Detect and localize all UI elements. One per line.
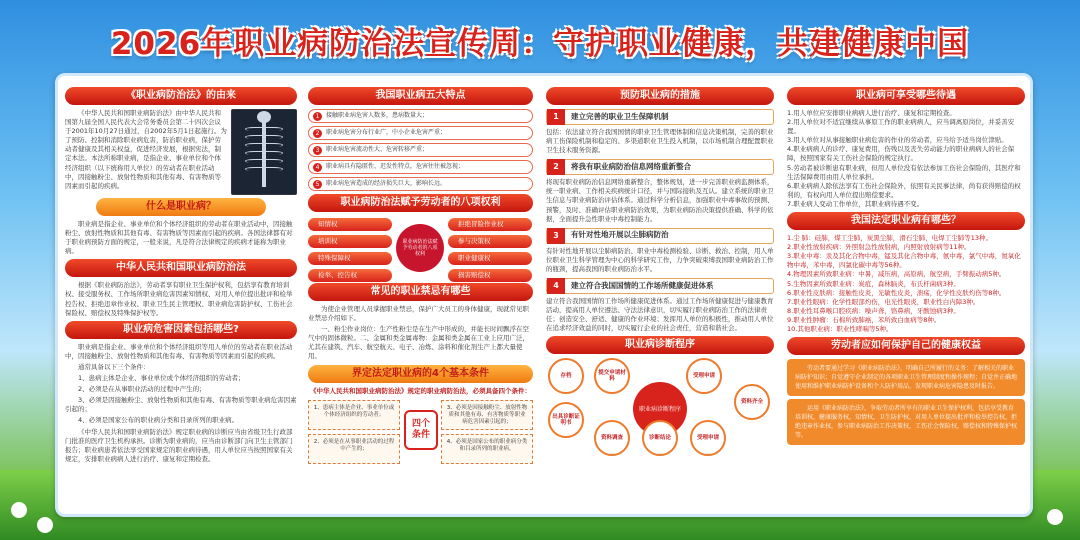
right-pill: 知情权 [308,218,392,231]
condition-box: 1、患病主体是企业、事业单位或个体经济组织的劳动者； [308,400,400,430]
legal-disease-item: 5.生物因素所致职业病：炭疽，森林脑炎，布氏杆菌病3种。 [787,279,960,288]
section-heading: 我国法定职业病有哪些？ [787,212,1025,230]
legal-disease-item: 6.职业性皮肤病：接触性皮炎，光敏性皮炎，溃疡，化学性皮肤灼伤等8种。 [787,288,1006,297]
legal-disease-item: 9.职业性肿瘤：石棉所致肺癌，苯所致白血病等8种。 [787,315,941,324]
right-pill: 参与决策权 [448,235,532,248]
daisy-decoration [14,505,24,515]
taboo-text: 一、粉尘作业岗位：生产性粉尘是在生产中形成的，并能长时间飘浮在空气中的固体微粒。二、金属和类金属毒物：金属和类金属在工业上应用广泛，尤其在建筑、汽车、航空航天、电子、冶炼、涂料和催化剂生产上都大量使用。 [308,325,529,361]
feature-item: 1 接触职业病危害人数多，患病数量大； [308,109,533,123]
benefit-item: 1.用人单位应安排职业病病人进行治疗、康复和定期检查。 [787,109,956,117]
measure-text: 将现有职业病防治信息网络重新整合，整体规划，进一步完善职业病监测体系，统一职业病、工作相关疾病统计口径，并与国际接轨及互认。建立系统的职业卫生信息与职业病防治评估体系。通过科学分析信息，加强职业中毒事故的预测、预警，及时、准确评估职业病防治效果，为职业病防治决策提供准确、科学的依据，全面提升急性职业中毒控制能力。 [546,178,774,223]
section-heading: 《职业病防治法》的由来 [65,87,297,105]
eight-rights-diagram [308,216,533,280]
benefit-item: 5.劳动者被诊断患有职业病，但用人单位没有依法参加工伤社会保险的，其医疗和生活保障费用由用人单位承担。 [787,163,1021,181]
feature-item: 3 职业病危害流动性大、危害转移严重； [308,143,533,157]
section-heading: 职业病诊断程序 [546,336,774,354]
law-reference: 《中华人民共和国职业病防治法》规定的职业病防治法，必须具备四个条件： [310,386,531,395]
benefit-item: 6.职业病病人除依法享有工伤社会保险外，依照有关民事法律，尚有获得赔偿的权利的，有权向用人单位提出赔偿要求。 [787,181,1021,199]
legal-disease-item: 7.职业性眼病：化学性眼部灼伤，电光性眼炎，职业性白内障3种。 [787,297,980,306]
section-heading: 职业病危害因素包括哪些? [65,321,297,339]
four-conditions-badge: 四个条件 [404,410,438,450]
section-heading: 职业病可享受哪些待遇 [787,87,1025,105]
condition-item: 3、必须是因接触粉尘、放射性物质和其他有毒、有害物质等职业病危害因素引起的； [65,396,297,414]
right-pill: 检举、控告权 [308,269,392,282]
benefit-item: 3.用人单位对从事接触职业病危害的作业的劳动者，应当给予适当岗位津贴。 [787,136,1008,145]
right-pill: 特殊保障权 [308,252,392,265]
condition-item: 2、必须是在从事职业活动的过程中产生的； [78,385,206,394]
condition-box: 2、必须是在从事职业活动的过程中产生的； [308,434,400,464]
taboo-text: 为使企业管理人员掌握职业禁忌，保护广大员工的身体健康，现就常见职业禁忌介绍如下。 [308,305,529,323]
benefit-item: 7.职业病人变动工作单位，其职业病待遇不变。 [787,199,924,208]
flow-node: 提交申请材料 [594,358,630,394]
definition-text: 职业病是指企业、事业单位和个体经济组织的劳动者在职业活动中，因接触粉尘、放射性物质和其他有毒、有害物质等因素而引起的疾病。各国法律都有对于职业病预防方面的规定，一般来说，凡是符合法律规定的疾病才能称为职业病。 [65,220,293,256]
column-features [308,84,533,514]
page-title: 2026年职业病防治法宣传周：守护职业健康，共建健康中国 [110,26,970,62]
diagnosis-flow-diagram [546,358,774,458]
law-origin-text: 《中华人民共和国职业病防治法》由中华人民共和国第九届全国人民代表大会常务委员会第二十四次会议于2001年10月27日通过，自2002年5月1日起施行。为了预防、控制和消除职业病危害，防治职业病，保护劳动者健康及其相关权益，促进经济发展，根据宪法，制定本法。本法所称职业病，是指企业、事业单位和个体经济组织（以下统称用人单位）的劳动者在职业活动中，因接触粉尘、放射性物质和其他有毒、有害物质等因素而引起的疾病。 [65,109,227,190]
section-heading: 职业病防治法赋予劳动者的八项权利 [308,194,533,212]
protect-text-box: 劳动者要通过学习《职业病防治法》，明确自己所履行的义务：了解相关的职业病防护知识；自觉遵守企业制定的各项职业卫生管理制度和操作规程；自觉并正确地使用和维护职业病防护设备和个人防护用品，发现职业病危害隐患及时报告。 [787,359,1025,396]
flow-node: 存档 [548,358,584,394]
condition-item: 1、患病主体是企业、事业单位或个体经济组织的劳动者； [78,374,245,383]
legal-disease-item: 3.职业中毒：汞及其化合物中毒，锰及其化合物中毒，氨中毒，氯气中毒，氮氧化物中毒，苯中毒，四氯化碳中毒等56种。 [787,252,1021,270]
xray-image [231,109,297,195]
right-pill: 职业健康权 [448,252,532,265]
flow-node: 出具诊断证明书 [548,402,584,438]
measure-text: 建立符合我国国情的工作场所健康促进体系。通过工作场所健康促进与健康教育活动，提高用人单位遵法、守法法律意识，切实履行职业病防治工作的法律责任；创造安全、舒适、健康的作业环境；发挥用人单位的积极性，推动用人单位在追求经济效益的同时，切实履行企业的社会责任，营造和谐社会。 [546,297,774,333]
section-heading: 我国职业病五大特点 [308,87,533,105]
column-prevention [546,84,774,514]
protect-text-box: 运用《职业病防治法》，争取劳动者所享有的职业卫生保护权利，包括享受教育培训权，健康服务权，知情权，卫生防护权，对用人单位提出批评和检举控告权，拒绝违章作业权，参与职业病防治工作决策权，工伤社会保险权，赔偿权和特殊保护权等。 [787,399,1025,445]
feature-item: 2 职业病危害分布行业广，中小企业危害严重； [308,126,533,140]
flow-node: 资料齐全 [734,384,770,420]
measure-heading: 2 将我有职业病防治信息网络重新整合 [546,159,774,175]
legal-disease-item: 2.职业性放射疾病：外照射急性放射病，内照射放射病等11种。 [787,243,971,252]
feature-item: 5 职业病危害造成的经济损失巨大，影响长远。 [308,177,533,191]
rights-text: 根据《职业病防治法》，劳动者享有职业卫生保护权利，包括享有教育培训权、接受服务权、工作场所职业病危害因素知情权、对用人单位提出批评和检举控告权、拒绝违章作业权、职业卫生民主管理权、职业病危害防护权、工伤社会保险权、赔偿权及特殊保护权等。 [65,281,293,317]
measure-heading: 1 建立完善的职业卫生保障机制 [546,109,774,125]
legal-disease-item: 10.其他职业病：职业性哮喘等5种。 [787,324,893,333]
section-heading: 界定法定职业病的4个基本条件 [308,365,533,383]
feature-item: 4 职业病具有隐匿性、迟发性特点，危害往往被忽视； [308,160,533,174]
right-pill: 损害赔偿权 [448,269,532,282]
rights-center-badge: 职业病防治法赋予劳动者的八项权利 [396,224,444,272]
hazard-text: 职业病是指企业、事业单位和个体经济组织等用人单位的劳动者在职业活动中，因接触粉尘、放射性物质和其他有毒、有害物质等因素而引起的疾病。 [65,342,293,360]
right-pill: 拒绝冒险作业权 [448,218,532,231]
daisy-decoration [1050,512,1060,522]
condition-box: 3、必须是因接触粉尘、放射性物质和其他有毒、有害物质等职业病危害因素引起的； [441,400,533,430]
section-heading: 中华人民共和国职业病防治法 [65,259,297,277]
condition-intro: 通常具备以下三个条件： [78,362,150,371]
condition-box: 4、必须是国家公布的职业病分类和目录所列的职业病。 [441,434,533,464]
measure-text: 有针对性地开展以尘肺病防治、职业中毒检测检验、诊断、救治、控制，用人单位职业卫生科学管理为中心的科学研究工作，力争突破束缚我国职业病防治工作的瓶颈，提高我国的职业病防治水平。 [546,246,774,273]
column-law-origin [65,84,297,514]
legal-disease-item: 1.尘 肺：硅肺，煤工尘肺，炭黑尘肺，滑石尘肺，电焊工尘肺等13种。 [787,234,993,243]
right-pill: 培训权 [308,235,392,248]
legal-disease-item: 8.职业性耳鼻喉口腔疾病：噪声聋，铬鼻病，牙酸蚀病3种。 [787,306,960,315]
legal-disease-item: 4.物理因素所致职业病：中暑，减压病，高原病，航空病，手臂振动病5种。 [787,270,1006,279]
column-benefits [787,84,1025,514]
measure-heading: 3 有针对性地开展以尘肺病防治 [546,228,774,244]
benefit-item: 4.职业病病人的诊疗、康复费用，伤残以及丧失劳动能力的职业病病人的社会保障，按照国家有关工伤社会保险的规定执行。 [787,145,1015,163]
section-heading: 什么是职业病？ [96,198,266,216]
condition-item: 4、必须是国家公布的职业病分类和目录所列的职业病。 [78,416,239,425]
flow-node: 资料调查 [594,420,630,456]
measure-heading: 4 建立符合我国国情的工作场所健康促进体系 [546,278,774,294]
four-conditions-diagram [308,396,533,466]
benefit-item: 2.用人单位对不适宜继续从事原工作的职业病病人，应当调离原岗位，并妥善安置。 [787,118,1015,136]
section-heading: 常见的职业禁忌有哪些 [308,283,533,301]
flow-node: 受理申请 [690,420,726,456]
section-heading: 预防职业病的措施 [546,87,774,105]
section-heading: 劳动者应如何保护自己的健康权益 [787,337,1025,355]
diagnosis-text: 《中华人民共和国职业病防治法》规定职业病的诊断应当由省级卫生行政部门批准的医疗卫生机构承担。诊断为职业病的，应当由诊断部门向卫生主管部门报告；职业病患者依法享受国家规定的职业病待遇，用人单位应当按照国家有关规定，安排职业病病人进行治疗、康复和定期检查。 [65,427,293,463]
flow-node: 受理申请 [686,358,722,394]
flow-node: 诊断结论 [642,420,678,456]
flow-center-label: 职业病诊断程序 [633,382,687,436]
measure-text: 包括：依法建立符合我国国情的职业卫生管理体制和信息决策机制，完善的职业病工伤保险机制和稳定的、多渠道职业卫生投入机制，以市场机制合理配置职业卫生技术服务资源。 [546,128,774,155]
daisy-decoration [40,520,50,530]
